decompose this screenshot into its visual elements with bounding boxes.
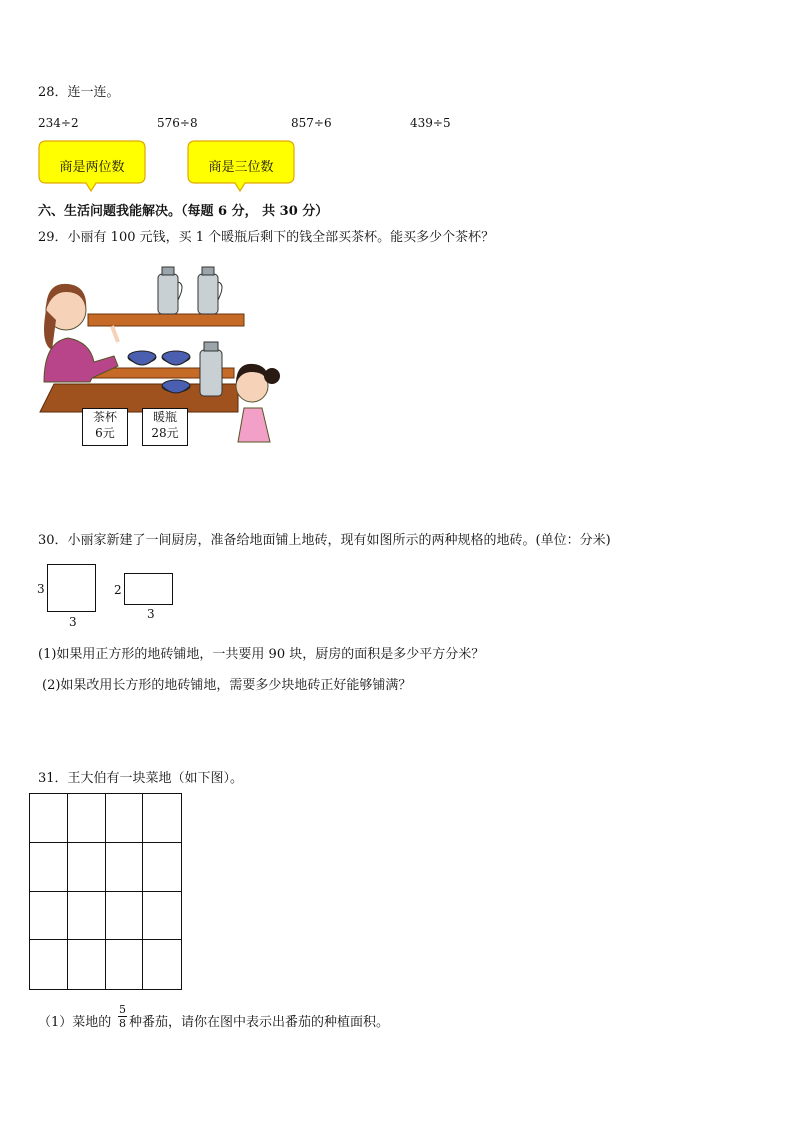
expression-3[interactable]: 857÷6 [291, 116, 332, 130]
grid-cell[interactable] [30, 892, 68, 941]
grid-cell[interactable] [143, 843, 181, 892]
expression-1[interactable]: 234÷2 [38, 116, 79, 130]
grid-cell[interactable] [106, 843, 144, 892]
girl-icon [236, 364, 280, 442]
q29-question: 29．小丽有 100 元钱，买 1 个暖瓶后剩下的钱全部买茶杯。能买多少个茶杯？ [38, 230, 495, 245]
q31-question: 31．王大伯有一块菜地（如下图）。 [38, 771, 244, 786]
callout-label: 商是两位数 [59, 160, 125, 175]
grid-cell[interactable] [68, 794, 106, 843]
square-tile [47, 564, 96, 612]
callout-label: 商是三位数 [208, 160, 274, 175]
grid-cell[interactable] [106, 892, 144, 941]
rectangle-tile [124, 573, 173, 605]
expression-4[interactable]: 439÷5 [410, 116, 451, 130]
rectangle-tile-left-label: 2 [114, 583, 122, 597]
vegetable-plot-grid[interactable] [29, 793, 182, 990]
q30-sub2: (2)如果改用长方形的地砖铺地，需要多少块地砖正好能够铺满？ [42, 678, 412, 693]
grid-cell[interactable] [143, 892, 181, 941]
grid-cell[interactable] [68, 843, 106, 892]
expression-2[interactable]: 576÷8 [157, 116, 198, 130]
cup-sign-name: 茶杯 [92, 410, 117, 424]
cup-sign-price: 6元 [95, 426, 115, 440]
thermos-sign-price: 28元 [151, 426, 179, 440]
q30-sub1: (1)如果用正方形的地砖铺地，一共要用 90 块，厨房的面积是多少平方分米？ [38, 647, 485, 662]
thermos-icon [200, 342, 222, 396]
teacup-icon [162, 351, 190, 365]
grid-cell[interactable] [30, 940, 68, 989]
thermos-price-sign [142, 408, 188, 446]
teacup-icon [128, 351, 156, 365]
grid-cell[interactable] [30, 843, 68, 892]
grid-cell[interactable] [143, 794, 181, 843]
callout-three-digit-quotient[interactable] [187, 140, 295, 192]
shopkeeper-woman-icon [44, 284, 118, 382]
fraction-five-eighths [118, 1004, 127, 1029]
callout-two-digit-quotient[interactable] [38, 140, 146, 192]
grid-cell[interactable] [68, 940, 106, 989]
q31-sub1-prefix: （1）菜地的 [38, 1015, 112, 1030]
thermos-icon [198, 267, 222, 314]
grid-cell[interactable] [30, 794, 68, 843]
square-tile-left-label: 3 [37, 582, 45, 596]
grid-cell[interactable] [106, 794, 144, 843]
q28-title: 28．连一连。 [38, 85, 120, 100]
rectangle-tile-bottom-label: 3 [147, 607, 155, 621]
q30-question: 30．小丽家新建了一间厨房，准备给地面铺上地砖，现有如图所示的两种规格的地砖。(单位：分米) [38, 533, 611, 548]
cup-price-sign [82, 408, 128, 446]
section-6-heading: 六、生活问题我能解决。（每题 6 分， 共 30 分） [38, 204, 329, 219]
q31-sub1-suffix: 种番茄，请你在图中表示出番茄的种植面积。 [129, 1015, 390, 1030]
fraction-numerator: 5 [119, 1003, 126, 1016]
grid-cell[interactable] [106, 940, 144, 989]
grid-cell[interactable] [68, 892, 106, 941]
fraction-denominator: 8 [119, 1017, 126, 1030]
square-tile-bottom-label: 3 [69, 615, 77, 629]
thermos-sign-name: 暖瓶 [152, 410, 177, 424]
grid-cell[interactable] [143, 940, 181, 989]
thermos-icon [158, 267, 182, 314]
